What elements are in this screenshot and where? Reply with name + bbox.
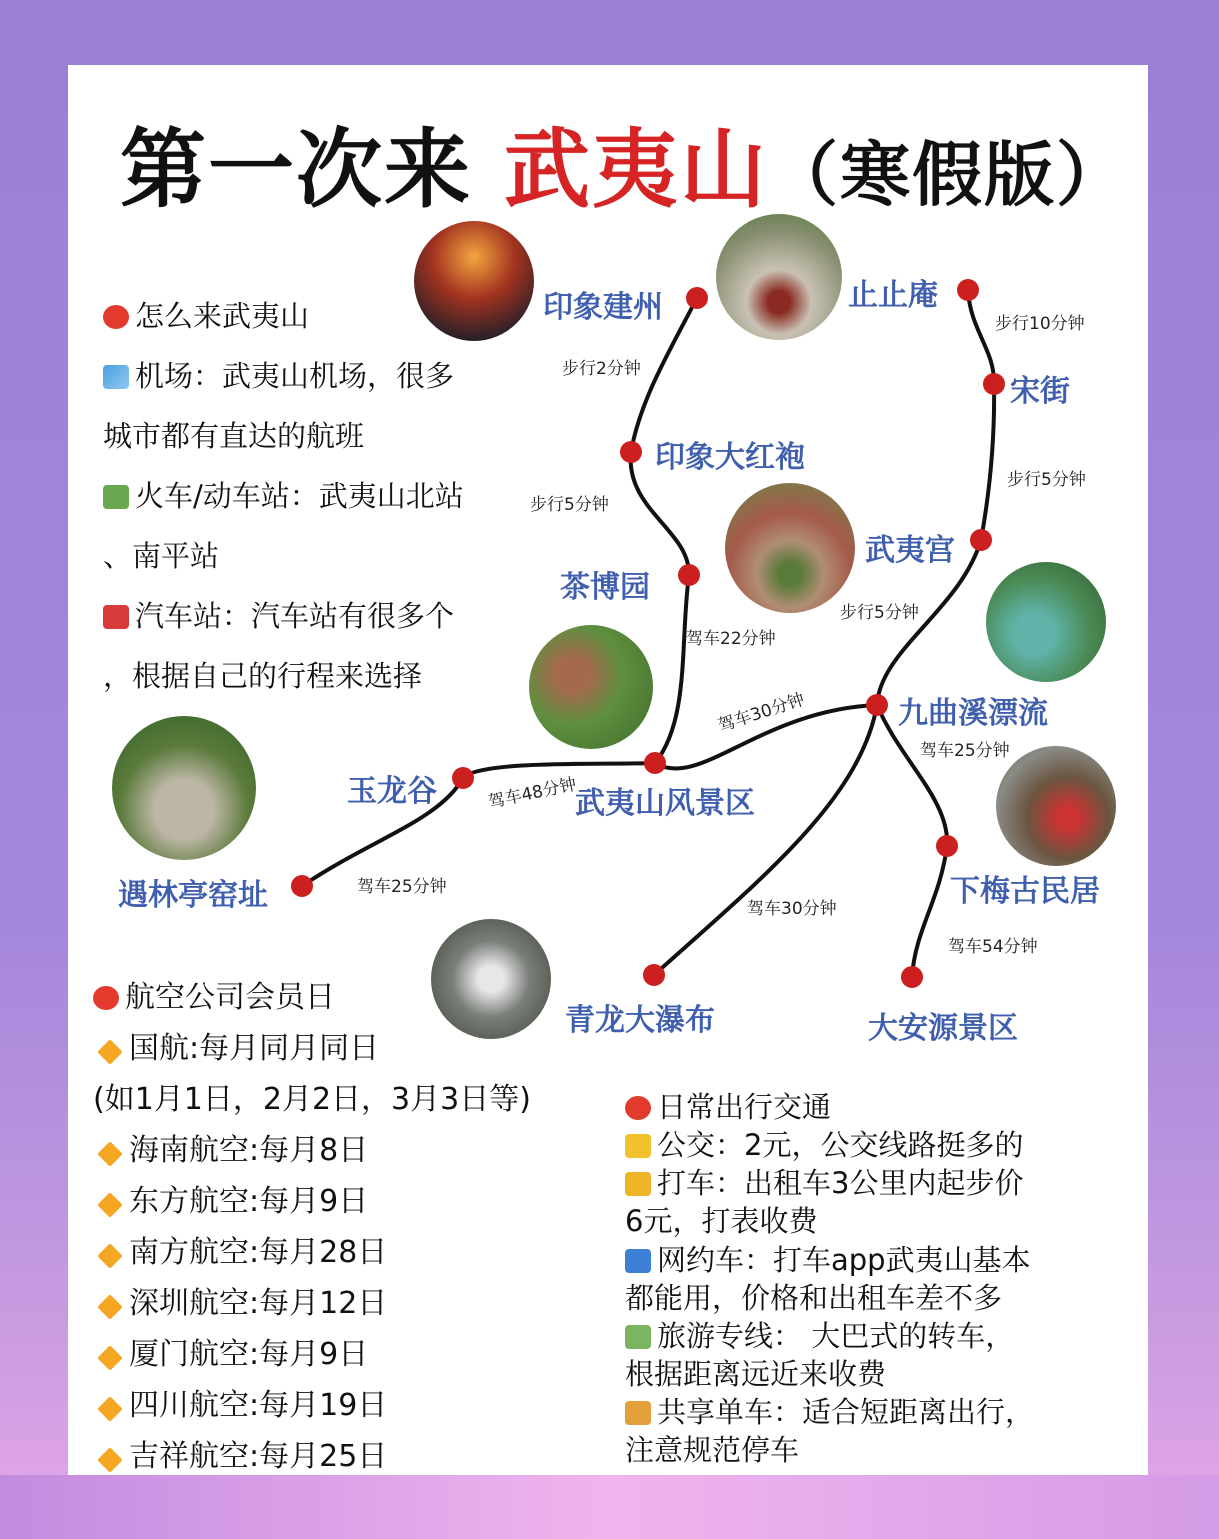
dot-yulonggu [452,767,474,789]
orange-diamond-icon [97,1447,122,1472]
edge-label: 步行2分钟 [562,359,641,379]
info-line: 火车/动车站：武夷山北站 [103,474,464,515]
dot-jiuquxi [866,694,888,716]
place-label: 下梅古民居 [950,874,1100,909]
car-icon [103,605,129,629]
airplane-icon [103,365,129,389]
daily-line: 都能用，价格和出租车差不多 [625,1281,1003,1315]
airline-line: (如1月1日，2月2日，3月3日等) [93,1082,531,1117]
orange-diamond-icon [97,1294,122,1319]
orange-diamond-icon [97,1039,122,1064]
bus-icon [625,1134,651,1158]
place-label: 大安源景区 [868,1011,1018,1046]
train-icon [103,485,129,509]
daily-line: 旅游专线： 大巴式的转车， [625,1314,1014,1355]
place-label: 武夷宫 [865,533,955,568]
route-qinglong [654,705,877,975]
scooter-icon [625,1401,651,1425]
edge-label: 驾车25分钟 [920,741,1010,761]
daily-heading: 日常出行交通 [625,1085,831,1126]
info-line: 汽车站：汽车站有很多个 [103,594,454,635]
orange-diamond-icon [97,1243,122,1268]
dot-daanyuan [901,966,923,988]
dot-zhizhian [957,279,979,301]
daily-line: 网约车：打车app武夷山基本 [625,1238,1031,1279]
edge-label: 驾车30分钟 [715,689,808,737]
airline-line: 深圳航空:每月12日 [93,1278,387,1322]
edge-label: 步行10分钟 [995,314,1085,334]
airline-line: 吉祥航空:每月25日 [93,1431,387,1475]
place-label: 止止庵 [848,278,938,313]
place-label: 印象建州 [543,290,663,325]
stop-sign-icon [93,986,119,1010]
place-label: 茶博园 [560,570,650,605]
edge-label: 步行5分钟 [840,603,919,623]
dot-qinglong [643,964,665,986]
edge-label: 驾车48分钟 [486,774,579,813]
route-east [877,290,994,705]
airline-line: 国航:每月同月同日 [93,1023,379,1067]
orange-diamond-icon [97,1192,122,1217]
taxi-icon [625,1172,651,1196]
daily-line: 共享单车：适合短距离出行， [625,1390,1034,1431]
place-label: 青龙大瀑布 [565,1003,715,1038]
place-label: 玉龙谷 [347,774,437,809]
stop-sign-icon [103,305,129,329]
daily-line: 打车：出租车3公里内起步价 [625,1161,1023,1202]
edge-label: 步行5分钟 [1007,470,1086,490]
airline-line: 厦门航空:每月9日 [93,1329,368,1373]
place-label: 九曲溪漂流 [898,696,1048,731]
place-label: 印象大红袍 [655,440,805,475]
car-icon [625,1249,651,1273]
airline-line: 海南航空:每月8日 [93,1125,368,1169]
place-label: 宋街 [1010,374,1070,409]
dot-yinxiangjianzhou [686,287,708,309]
dot-wuyigong [970,529,992,551]
dot-fengjingqu [644,752,666,774]
stop-sign-icon [625,1096,651,1120]
edge-label: 驾车22分钟 [686,629,776,649]
dot-chaboyuan [678,564,700,586]
info-line: 机场：武夷山机场，很多 [103,354,454,395]
daily-line: 根据距离远近来收费 [625,1357,887,1391]
daily-line: 6元，打表收费 [625,1204,818,1238]
daily-line: 注意规范停车 [625,1433,800,1467]
page-title: 第一次来 武夷山（寒假版） [120,120,1128,220]
dot-dahongpao [620,441,642,463]
dot-xiamei [936,835,958,857]
edge-label: 步行5分钟 [530,495,609,515]
orange-diamond-icon [97,1141,122,1166]
tram-icon [625,1325,651,1349]
orange-diamond-icon [97,1345,122,1370]
edge-label: 驾车54分钟 [948,937,1038,957]
place-label: 遇林亭窑址 [118,878,268,913]
daily-line: 公交：2元，公交线路挺多的 [625,1123,1023,1164]
airline-line: 南方航空:每月28日 [93,1227,387,1271]
airline-line: 四川航空:每月19日 [93,1380,387,1424]
dot-songjie [983,373,1005,395]
edge-label: 驾车30分钟 [747,899,837,919]
airline-line: 东方航空:每月9日 [93,1176,368,1220]
info-line: ，根据自己的行程来选择 [103,659,423,693]
how-to-come-heading: 怎么来武夷山 [103,294,309,335]
info-line: 、南平站 [103,539,220,573]
edge-label: 驾车25分钟 [357,877,447,897]
dot-yulinting [291,875,313,897]
info-line: 城市都有直达的航班 [103,419,365,453]
place-label: 武夷山风景区 [575,786,755,821]
airline-heading: 航空公司会员日 [93,972,335,1016]
orange-diamond-icon [97,1396,122,1421]
